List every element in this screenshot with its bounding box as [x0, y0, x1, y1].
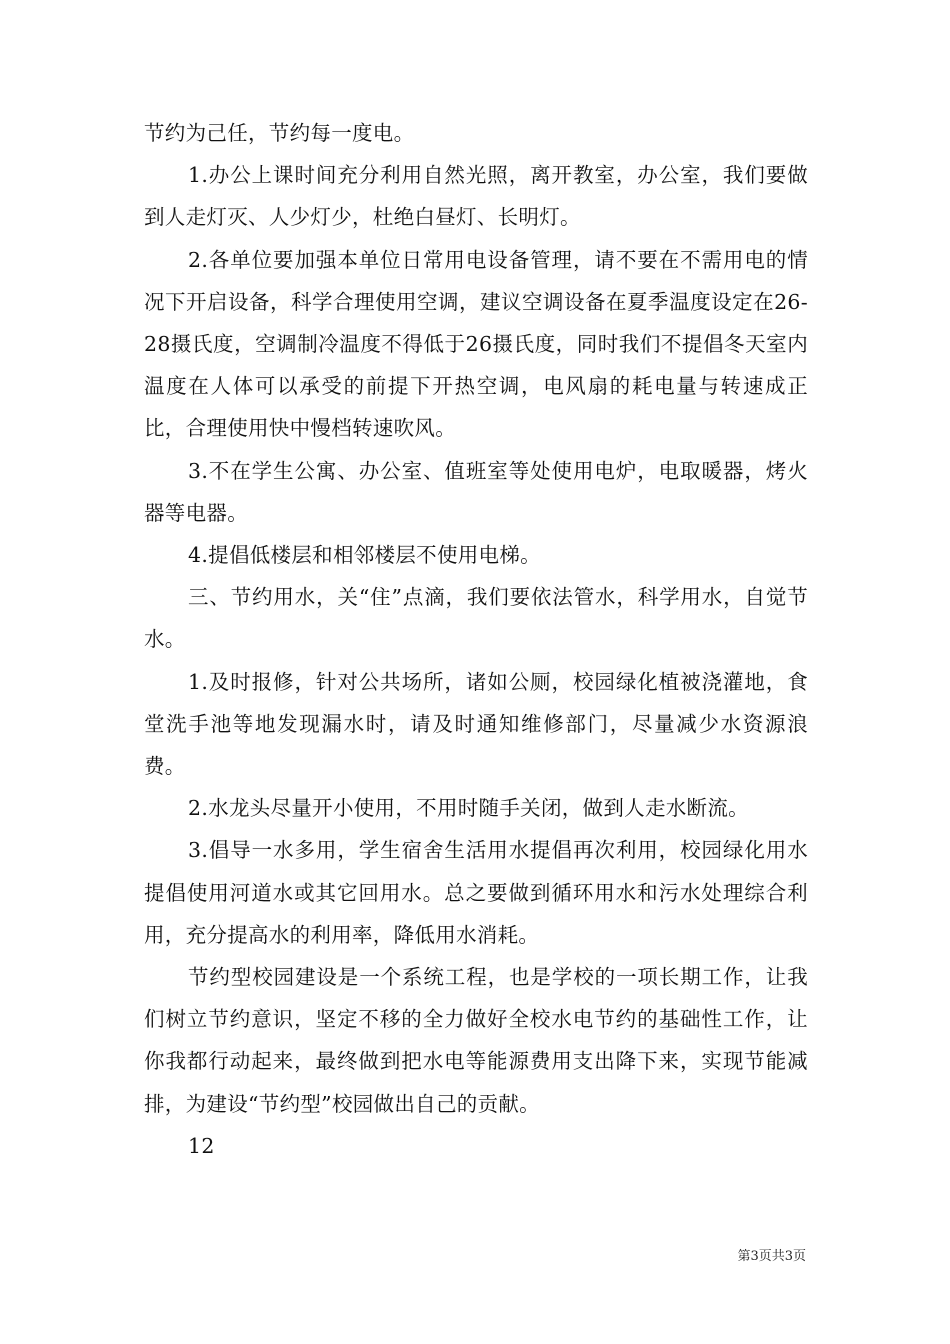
paragraph-electricity-item-2: 2.各单位要加强本单位日常用电设备管理，请不要在不需用电的情况下开启设备，科学合理使用空调，建议空调设备在夏季温度设定在26-28摄氏度，空调制冷温度不得低于26摄氏度，同时我们不提倡冬天室内温度在人体可以承受的前提下开热空调，电风扇的耗电量与转速成正比，合理使用快中慢档转速吹风。: [144, 247, 808, 441]
paragraph-electricity-item-3: 3.不在学生公寓、办公室、值班室等处使用电炉，电取暖器，烤火器等电器。: [144, 458, 808, 525]
paragraph-water-item-2: 2.水龙头尽量开小使用，不用时随手关闭，做到人走水断流。: [188, 796, 749, 821]
paragraph-continuation: 节约为己任，节约每一度电。: [144, 121, 415, 145]
paragraph-conclusion: 节约型校园建设是一个系统工程，也是学校的一项长期工作，让我们树立节约意识，坚定不移的全力做好全校水电节约的基础性工作，让你我都行动起来，最终做到把水电等能源费用支出降下来，实现节能减排，为建设“节约型”校园做出自己的贡献。: [144, 965, 808, 1116]
paragraph-water-item-1: 1.及时报修，针对公共场所，诸如公厕，校园绿化植被浇灌地，食堂洗手池等地发现漏水时，请及时通知维修部门，尽量减少水资源浪费。: [144, 669, 808, 779]
document-body: [144, 112, 808, 1167]
paragraph-electricity-item-4: 4.提倡低楼层和相邻楼层不使用电梯。: [188, 543, 541, 568]
paragraph-number: 12: [188, 1133, 215, 1158]
paragraph-electricity-item-1: 1.办公上课时间充分利用自然光照，离开教室，办公室，我们要做到人走灯灭、人少灯少，杜绝白昼灯、长明灯。: [144, 163, 808, 230]
page-number-footer: 第3页共3页: [737, 1249, 806, 1264]
paragraph-water-item-3: 3.倡导一水多用，学生宿舍生活用水提倡再次利用，校园绿化用水提倡使用河道水或其它回用水。总之要做到循环用水和污水处理综合利用，充分提高水的利用率，降低用水消耗。: [144, 838, 808, 947]
section-heading-water: 三、节约用水，关“住”点滴，我们要依法管水，科学用水，自觉节水。: [144, 585, 808, 652]
